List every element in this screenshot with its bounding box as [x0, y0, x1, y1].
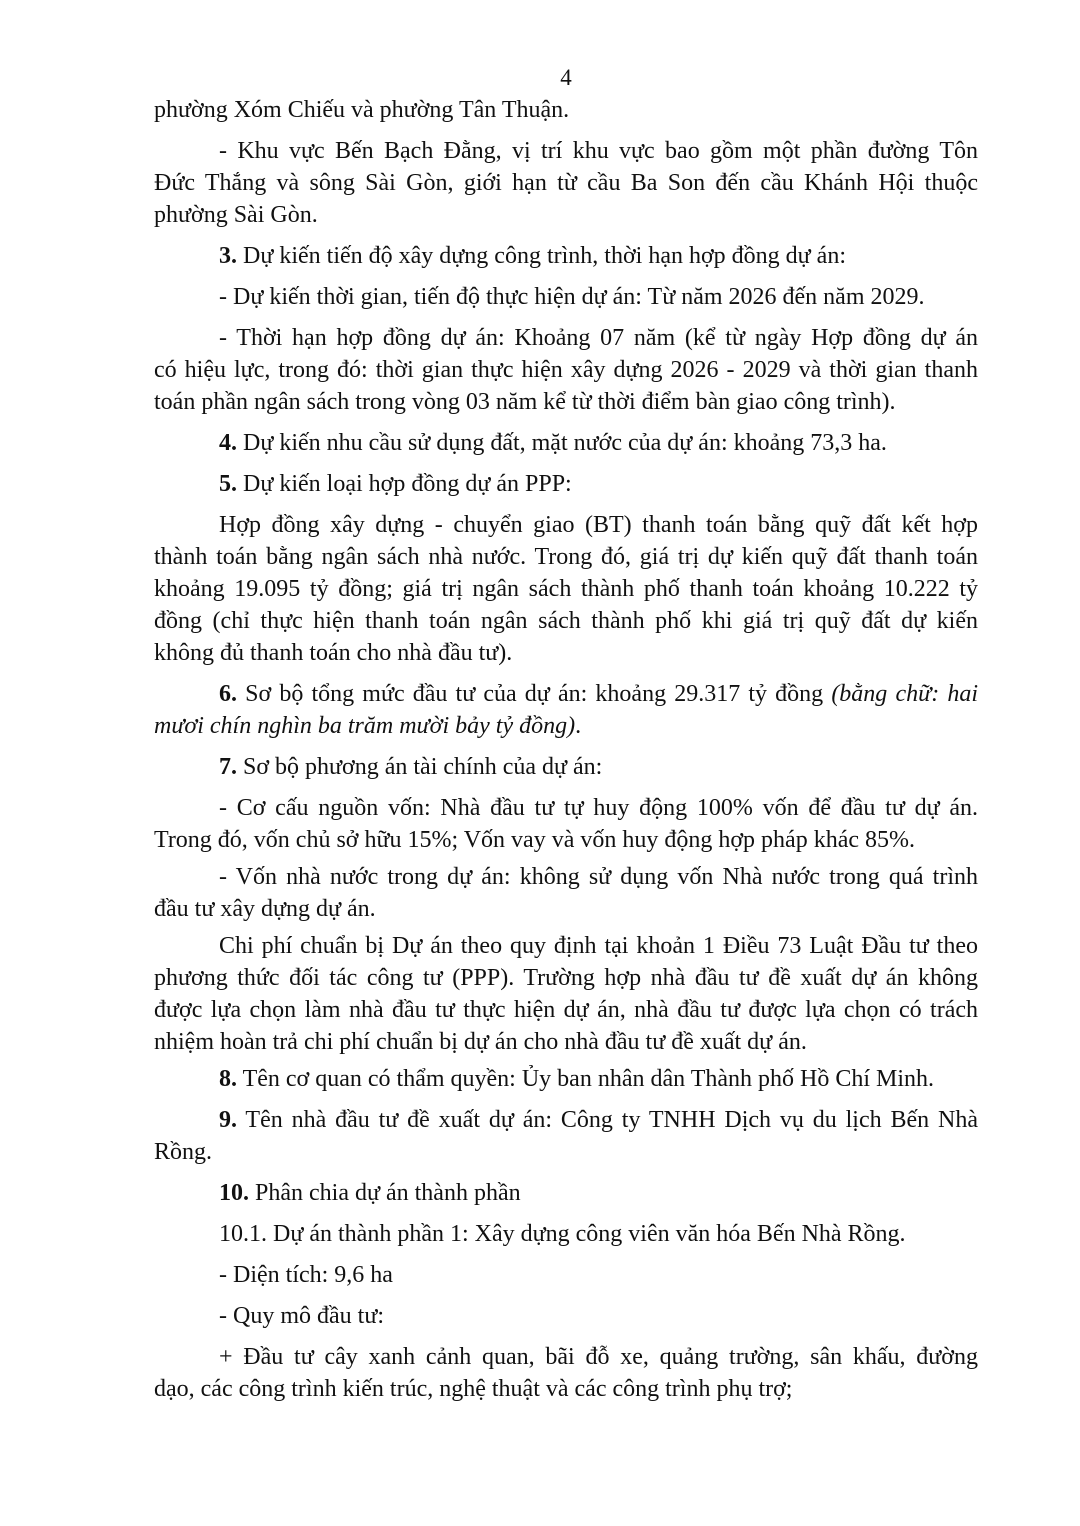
section-text: Phân chia dự án thành phần: [249, 1180, 521, 1206]
text-line: phường Xóm Chiếu và phường Tân Thuận.: [154, 97, 570, 123]
paragraph-state-capital: [154, 861, 978, 925]
text-line: - Thời hạn hợp đồng dự án: Khoảng 07 năm (kể từ ngày Hợp đồng dự án: [219, 325, 978, 351]
section-text: Sơ bộ phương án tài chính của dự án:: [237, 754, 603, 780]
section-10-heading: [154, 1177, 978, 1209]
paragraph-capital-structure: [154, 792, 978, 856]
text-line: có hiệu lực, trong đó: thời gian thực hiện xây dựng 2026 - 2029 và thời gian thanh: [154, 357, 978, 383]
text-line: toán phần ngân sách trong vòng 03 năm kể từ thời điểm bàn giao công trình).: [154, 389, 896, 415]
text-line: - Cơ cấu nguồn vốn: Nhà đầu tư tự huy động 100% vốn để đầu tư dự án.: [219, 795, 978, 821]
section-text: Sơ bộ tổng mức đầu tư của dự án: khoảng 29.317 tỷ đồng: [237, 681, 832, 707]
text-line: phương thức đối tác công tư (PPP). Trường hợp nhà đầu tư đề xuất dự án không: [154, 965, 978, 991]
paragraph-preparation-cost: [154, 930, 978, 1058]
section-7-heading: [154, 751, 978, 783]
section-number: 8.: [219, 1066, 237, 1092]
section-number: 9.: [219, 1107, 237, 1133]
section-text: Tên cơ quan có thẩm quyền: Ủy ban nhân dân Thành phố Hồ Chí Minh.: [237, 1066, 935, 1092]
section-number: 4.: [219, 430, 237, 456]
section-text: Dự kiến loại hợp đồng dự án PPP:: [237, 471, 572, 497]
text-line: Trong đó, vốn chủ sở hữu 15%; Vốn vay và vốn huy động hợp pháp khác 85%.: [154, 827, 916, 853]
section-text: Tên nhà đầu tư đề xuất dự án: Công ty TNHH Dịch vụ du lịch Bến Nhà: [237, 1107, 978, 1133]
italic-text: mươi chín nghìn ba trăm mười bảy tỷ đồng): [154, 713, 576, 739]
text-line: đồng (chỉ thực hiện thanh toán ngân sách thành phố khi giá trị quỹ đất dự kiến: [154, 608, 978, 634]
text-line: Hợp đồng xây dựng - chuyển giao (BT) thanh toán bằng quỹ đất kết hợp: [219, 512, 978, 538]
page-number: 4: [560, 65, 572, 90]
text-line: khoảng 19.095 tỷ đồng; giá trị ngân sách thành phố thanh toán khoảng 10.222 tỷ: [154, 576, 978, 602]
text-line: nhiệm hoàn trả chi phí chuẩn bị dự án cho nhà đầu tư đề xuất dự án.: [154, 1029, 807, 1055]
section-number: 5.: [219, 471, 237, 497]
text-line: - Khu vực Bến Bạch Đằng, vị trí khu vực bao gồm một phần đường Tôn: [219, 138, 978, 164]
section-8-heading: [154, 1063, 978, 1095]
section-number: 3.: [219, 243, 237, 269]
paragraph-contract-term: [154, 322, 978, 418]
text-line: Chi phí chuẩn bị Dự án theo quy định tại khoản 1 Điều 73 Luật Đầu tư theo: [219, 933, 978, 959]
paragraph-bt-contract: [154, 509, 978, 669]
text-line: - Diện tích: 9,6 ha: [219, 1262, 393, 1288]
text-line: - Dự kiến thời gian, tiến độ thực hiện dự án: Từ năm 2026 đến năm 2029.: [219, 284, 925, 310]
text-line: dạo, các công trình kiến trúc, nghệ thuật và các công trình phụ trợ;: [154, 1376, 793, 1402]
section-5-heading: [154, 468, 978, 500]
section-4-heading: [154, 427, 978, 459]
italic-text: (bằng chữ: hai: [831, 681, 978, 707]
text-line: đầu tư xây dựng dự án.: [154, 896, 376, 922]
text-line: được lựa chọn làm nhà đầu tư thực hiện dự án, nhà đầu tư được lựa chọn có trách: [154, 997, 978, 1023]
text-line: - Vốn nhà nước trong dự án: không sử dụng vốn Nhà nước trong quá trình: [219, 864, 978, 890]
text-line: thành toán bằng ngân sách nhà nước. Trong đó, giá trị dự kiến quỹ đất thanh toán: [154, 544, 978, 570]
section-3-heading: [154, 240, 978, 272]
section-9-heading: [154, 1104, 978, 1168]
section-number: 10.: [219, 1180, 249, 1206]
text-line: [154, 678, 978, 710]
section-number: 6.: [219, 681, 237, 707]
section-text: Dự kiến tiến độ xây dựng công trình, thời hạn hợp đồng dự án:: [237, 243, 846, 269]
text-line: [154, 710, 978, 742]
document-page: [154, 62, 978, 1405]
paragraph-investment-items: [154, 1341, 978, 1405]
section-number: 7.: [219, 754, 237, 780]
text-line: + Đầu tư cây xanh cảnh quan, bãi đỗ xe, quảng trường, sân khấu, đường: [219, 1344, 978, 1370]
text-line: [154, 1104, 978, 1136]
text-line: Rồng.: [154, 1139, 213, 1165]
text-line: không đủ thanh toán cho nhà đầu tư).: [154, 640, 513, 666]
text-line: - Quy mô đầu tư:: [219, 1303, 384, 1329]
paragraph-ben-bach-dang: [154, 135, 978, 231]
text-line: phường Sài Gòn.: [154, 202, 318, 228]
section-text: Dự kiến nhu cầu sử dụng đất, mặt nước của dự án: khoảng 73,3 ha.: [237, 430, 887, 456]
text-line: Đức Thắng và sông Sài Gòn, giới hạn từ cầu Ba Son đến cầu Khánh Hội thuộc: [154, 170, 978, 196]
subsection-10-1: 10.1. Dự án thành phần 1: Xây dựng công viên văn hóa Bến Nhà Rồng.: [219, 1221, 906, 1247]
section-6-heading: [154, 678, 978, 742]
punctuation: .: [575, 713, 582, 739]
